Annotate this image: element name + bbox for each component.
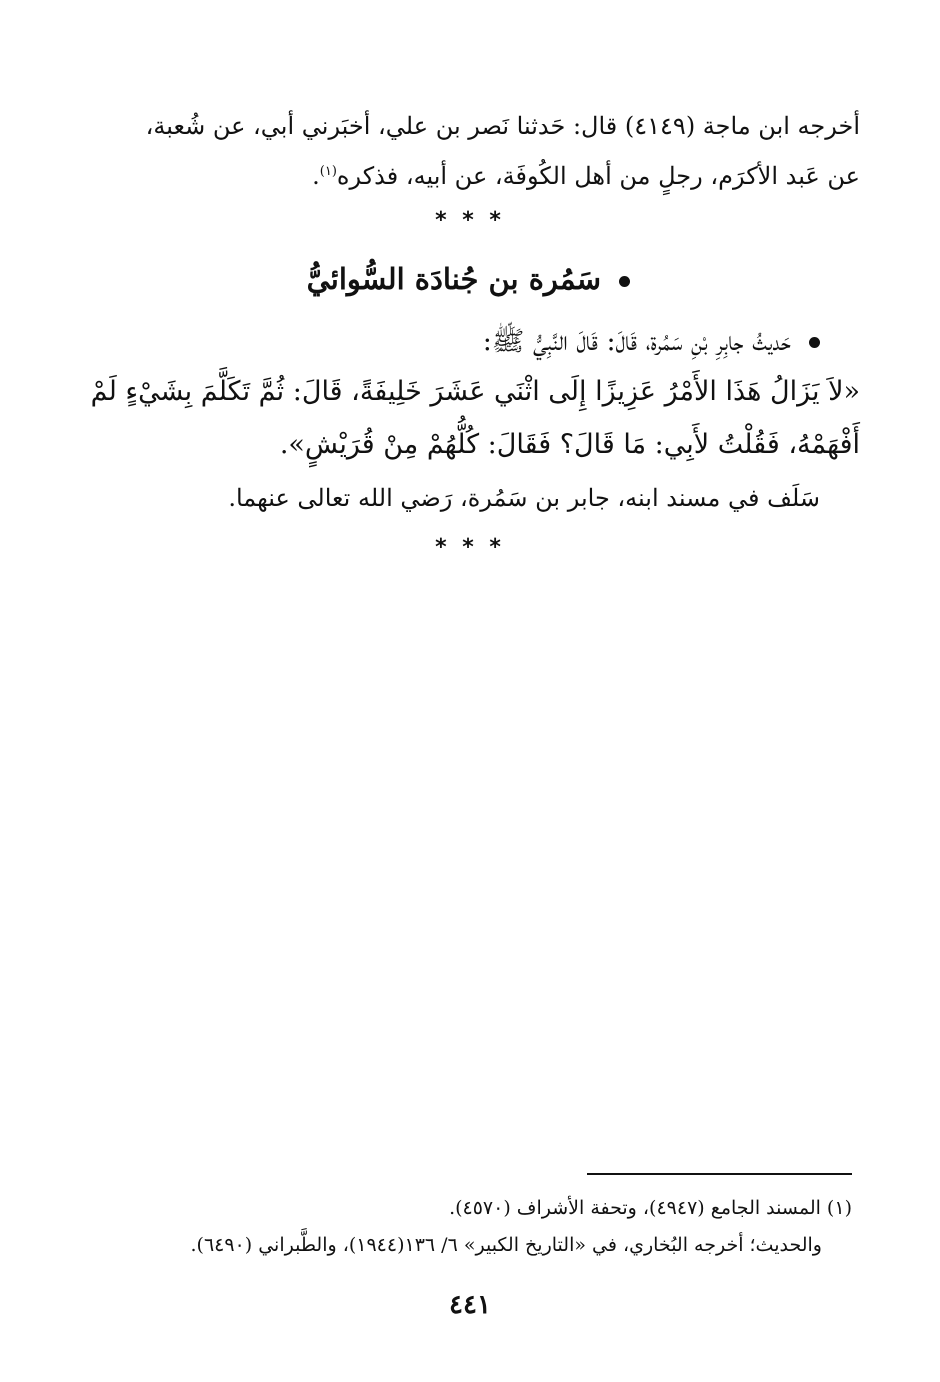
separator-top: * * * [435,208,505,233]
section-heading [307,262,630,296]
footnote-rule [587,1173,852,1175]
hadith-line-1: «لاَ يَزَالُ هَذَا الأَمْرُ عَزِيزًا إِلَى اثْنَي عَشَرَ خَلِيفَةً، قَالَ: ثُمَّ تَكَلَّمَ بِشَيْءٍ لَمْ [90,376,860,407]
hadith-line-2: أَفْهَمْهُ، فَقُلْتُ لأَبِي: مَا قَالَ؟ فَقَالَ: كُلُّهُمْ مِنْ قُرَيْشٍ». [279,429,860,460]
hadith-intro-text: حَديثُ جابِرِ بْنِ سَمُرة، قَالَ: قَالَ النَّبِيُّ ﷺ: [482,326,791,357]
intro-line-2-end: . [312,162,320,190]
section-title: سَمُرة بن جُنادَة السُّوائيُّ [306,262,601,296]
footnote-1: (١) المسند الجامع (٤٩٤٧)، وتحفة الأشراف (٤٥٧٠). [449,1197,852,1219]
intro-line-2 [118,156,860,192]
hadith-intro [483,325,820,359]
footnote-2: والحديث؛ أخرجه البُخاري، في «التاريخ الكبير» ٦/ ١٣٦(١٩٤٤)، والطَّبراني (٦٤٩٠). [190,1234,822,1256]
separator-bottom: * * * [435,535,505,560]
footnote-ref-1: (١) [319,164,337,179]
section-note: سَلَف في مسند ابنه، جابر بن سَمُرة، رَضي الله تعالى عنهما. [228,484,820,512]
hadith-bullet-icon [809,337,820,348]
heading-bullet-icon [619,276,630,287]
intro-line-2-text: عن عَبد الأكرَم، رجلٍ من أهل الكُوفَة، عن أبيه، فذكره [336,162,860,190]
page-number: ٤٤١ [449,1290,491,1320]
intro-line-1: أخرجه ابن ماجة (٤١٤٩) قال: حَدثنا نَصر بن علي، أخبَرني أبي، عن شُعبة، [145,112,860,140]
